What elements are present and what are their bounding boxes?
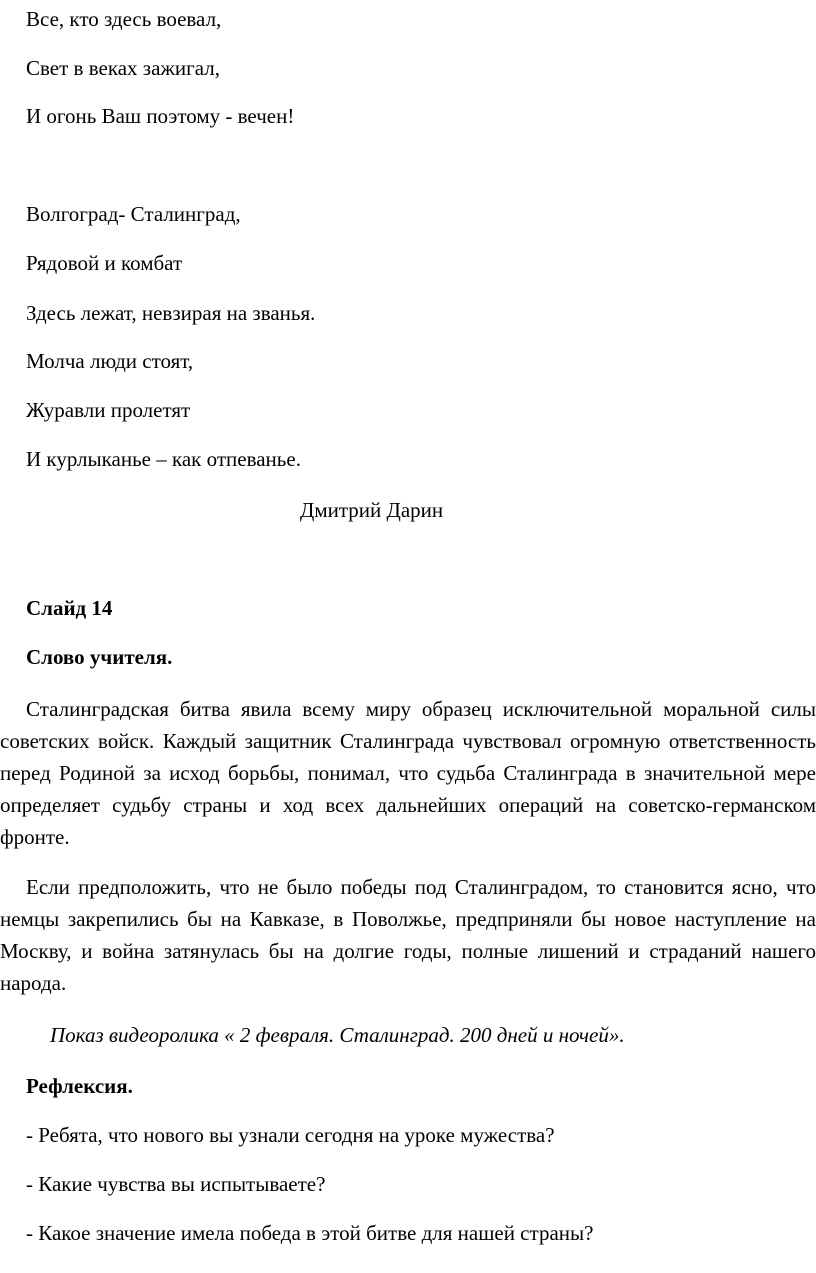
reflection-question: - Ребята, что нового вы узнали сегодня на уроке мужества?	[26, 1123, 555, 1147]
poem-line: Молча люди стоят,	[26, 349, 194, 373]
reflection-question: - Какое значение имела победа в этой битве для нашей страны?	[26, 1221, 594, 1245]
section-heading-reflection: Рефлексия.	[26, 1074, 133, 1098]
poem-line: И курлыканье – как отпеванье.	[26, 447, 301, 471]
paragraph-teacher-1: Сталинградская битва явила всему миру образец исключительной моральной силы советских войск. Каждый защитник Сталинграда чувствовал огромную ответственность перед Родиной за исход борьбы, понимал, что судьба Сталинграда в значительной мере определяет судьбу страны и ход всех дальнейших операций на советско-германском фронте.	[0, 697, 816, 849]
reflection-question: - Какие чувства вы испытываете?	[26, 1172, 326, 1196]
poem-author: Дмитрий Дарин	[300, 498, 444, 522]
poem-line: И огонь Ваш поэтому - вечен!	[26, 104, 295, 128]
poem-line: Волгоград- Сталинград,	[26, 202, 241, 226]
slide-heading: Слайд 14	[26, 596, 113, 620]
poem-line: Рядовой и комбат	[26, 251, 183, 275]
paragraph-teacher-2: Если предположить, что не было победы под Сталинградом, то становится ясно, что немцы закрепились бы на Кавказе, в Поволжье, предприняли бы новое наступление на Москву, и война затянулась бы на долгие годы, полные лишений и страданий нашего народа.	[0, 875, 816, 995]
poem-line: Журавли пролетят	[26, 398, 191, 422]
section-heading-teacher: Слово учителя.	[26, 645, 173, 669]
poem-line: Свет в веках зажигал,	[26, 56, 220, 80]
poem-line: Все, кто здесь воевал,	[26, 7, 222, 31]
poem-line: Здесь лежат, невзирая на званья.	[26, 301, 316, 325]
video-note: Показ видеоролика « 2 февраля. Сталинград. 200 дней и ночей».	[50, 1023, 625, 1047]
